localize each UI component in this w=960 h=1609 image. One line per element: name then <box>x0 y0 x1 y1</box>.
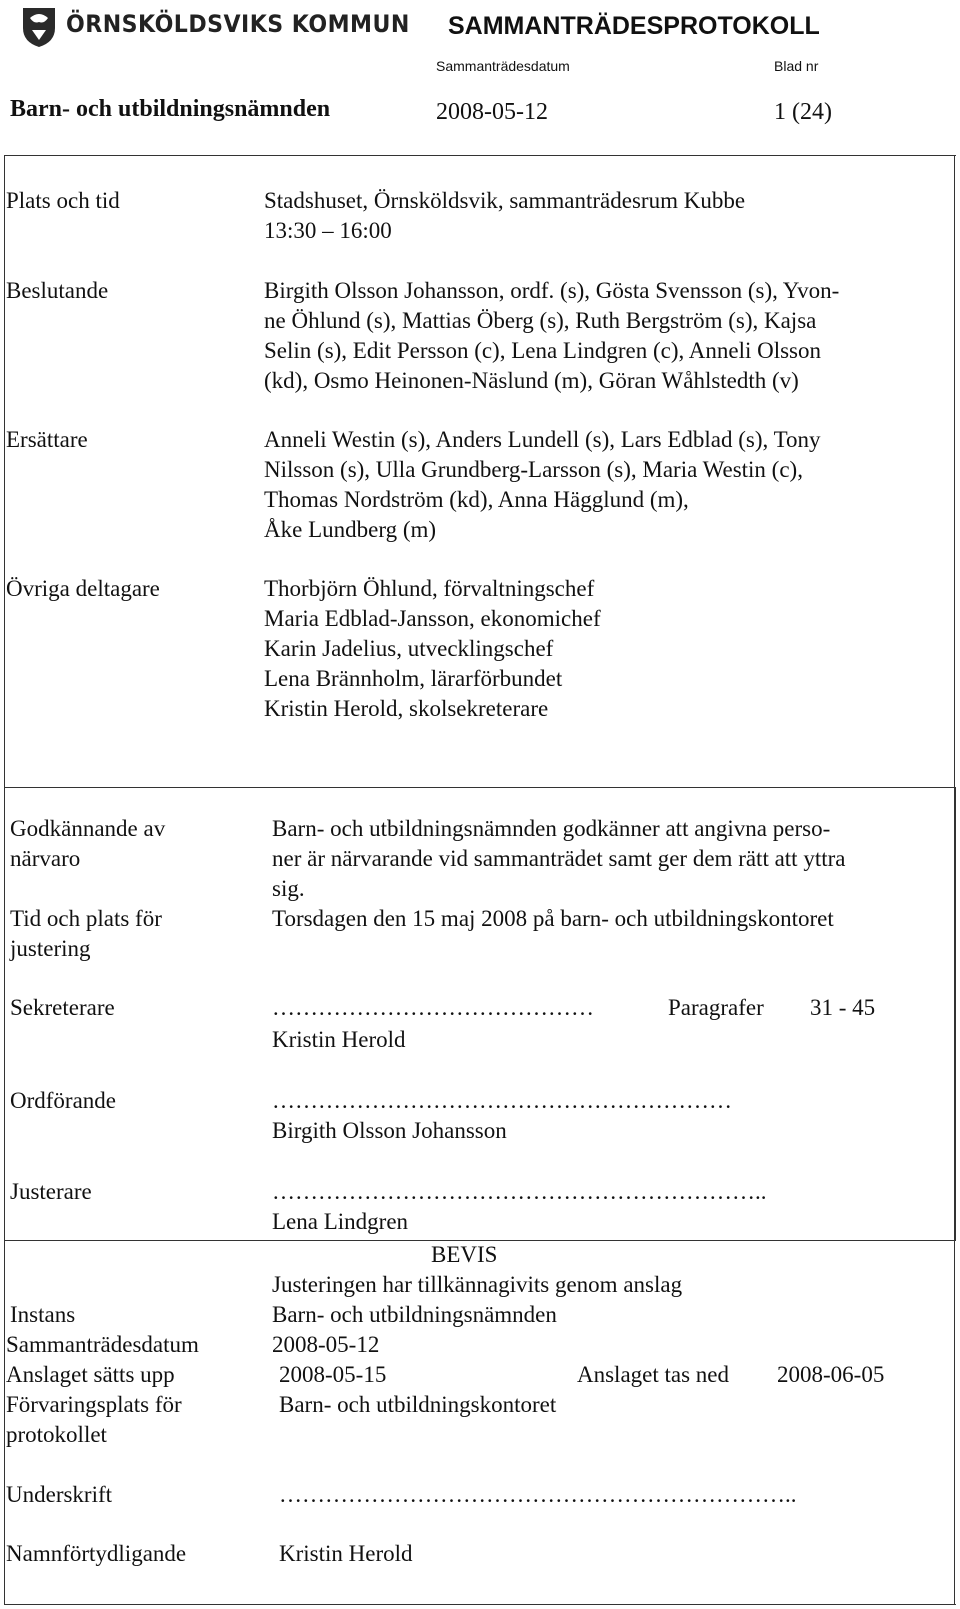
frame-top-border <box>4 155 956 156</box>
chair-label: Ordförande <box>10 1088 117 1113</box>
removed-label: Anslaget tas ned <box>577 1362 730 1387</box>
adjuster-name: Lena Lindgren <box>272 1209 409 1234</box>
adjust-text: Torsdagen den 15 maj 2008 på barn- och utbildningskontoret <box>272 906 834 931</box>
frame-bottom-border <box>4 1604 956 1605</box>
secretary-name: Kristin Herold <box>272 1027 406 1052</box>
posted-value: 2008-05-15 <box>279 1362 387 1387</box>
adjuster-signature-line: ……………………………………………………….. <box>272 1179 767 1204</box>
substitutes-line-3: Thomas Nordström (kd), Anna Hägglund (m), <box>264 487 689 512</box>
secretary-signature-line: …………………………………… <box>272 995 594 1020</box>
instance-value: Barn- och utbildningsnämnden <box>272 1302 557 1327</box>
decisive-line-2: ne Öhlund (s), Mattias Öberg (s), Ruth Bergström (s), Kajsa <box>264 308 817 333</box>
signature-line: ………………………………………………………….. <box>279 1482 797 1507</box>
certificate-title: BEVIS <box>431 1242 498 1267</box>
adjust-label-line-2: justering <box>10 936 91 961</box>
place-line-2: 13:30 – 16:00 <box>264 218 392 243</box>
others-line-1: Thorbjörn Öhlund, förvaltningschef <box>264 576 595 601</box>
others-label: Övriga deltagare <box>6 576 160 601</box>
certificate-date-value: 2008-05-12 <box>272 1332 380 1357</box>
attendance-label-line-1: Godkännande av <box>10 816 166 841</box>
certificate-subtitle: Justeringen har tillkännagivits genom anslag <box>272 1272 683 1297</box>
substitutes-line-4: Åke Lundberg (m) <box>264 517 437 542</box>
adjust-label-line-1: Tid och plats för <box>10 906 162 931</box>
secretary-label: Sekreterare <box>10 995 115 1020</box>
municipality-crest-icon <box>20 4 58 48</box>
chair-signature-line: …………………………………………………… <box>272 1088 732 1113</box>
removed-value: 2008-06-05 <box>777 1362 885 1387</box>
storage-value: Barn- och utbildningskontoret <box>279 1392 557 1417</box>
page-label: Blad nr <box>774 58 819 74</box>
paragraphs-label: Paragrafer <box>668 995 764 1020</box>
attendance-text-line-1: Barn- och utbildningsnämnden godkänner att angivna perso- <box>272 816 831 841</box>
place-label: Plats och tid <box>6 188 120 213</box>
others-line-2: Maria Edblad-Jansson, ekonomichef <box>264 606 601 631</box>
posted-label: Anslaget sätts upp <box>6 1362 175 1387</box>
instance-label: Instans <box>10 1302 76 1327</box>
page-number: 1 (24) <box>774 99 832 125</box>
decisive-label: Beslutande <box>6 278 109 303</box>
document-type: SAMMANTRÄDESPROTOKOLL <box>448 12 820 40</box>
decisive-line-4: (kd), Osmo Heinonen-Näslund (m), Göran Wåhlstedth (v) <box>264 368 799 393</box>
others-line-3: Karin Jadelius, utvecklingschef <box>264 636 554 661</box>
decisive-line-1: Birgith Olsson Johansson, ordf. (s), Gösta Svensson (s), Yvon- <box>264 278 840 303</box>
signature-label: Underskrift <box>6 1482 113 1507</box>
others-line-4: Lena Brännholm, lärarförbundet <box>264 666 563 691</box>
meeting-date: 2008-05-12 <box>436 99 548 125</box>
board-name: Barn- och utbildningsnämnden <box>10 96 331 122</box>
attendance-label-line-2: närvaro <box>10 846 81 871</box>
adjuster-label: Justerare <box>10 1179 92 1204</box>
attendance-text-line-2: ner är närvarande vid sammanträdet samt ger dem rätt att yttra <box>272 846 846 871</box>
paragraphs-value: 31 - 45 <box>810 995 876 1020</box>
others-line-5: Kristin Herold, skolsekreterare <box>264 696 549 721</box>
certificate-date-label: Sammanträdesdatum <box>6 1332 199 1357</box>
substitutes-line-1: Anneli Westin (s), Anders Lundell (s), Lars Edblad (s), Tony <box>264 427 821 452</box>
clarification-label: Namnförtydligande <box>6 1541 187 1566</box>
attendance-text-line-3: sig. <box>272 876 305 901</box>
chair-name: Birgith Olsson Johansson <box>272 1118 507 1143</box>
municipality-name: ÖRNSKÖLDSVIKS KOMMUN <box>66 10 410 38</box>
storage-label-line-1: Förvaringsplats för <box>6 1392 182 1417</box>
decisive-line-3: Selin (s), Edit Persson (c), Lena Lindgren (c), Anneli Olsson <box>264 338 821 363</box>
date-label: Sammanträdesdatum <box>436 58 570 74</box>
clarification-value: Kristin Herold <box>279 1541 413 1566</box>
substitutes-label: Ersättare <box>6 427 88 452</box>
place-line-1: Stadshuset, Örnsköldsvik, sammanträdesrum Kubbe <box>264 188 746 213</box>
storage-label-line-2: protokollet <box>6 1422 107 1447</box>
substitutes-line-2: Nilsson (s), Ulla Grundberg-Larsson (s), Maria Westin (c), <box>264 457 803 482</box>
